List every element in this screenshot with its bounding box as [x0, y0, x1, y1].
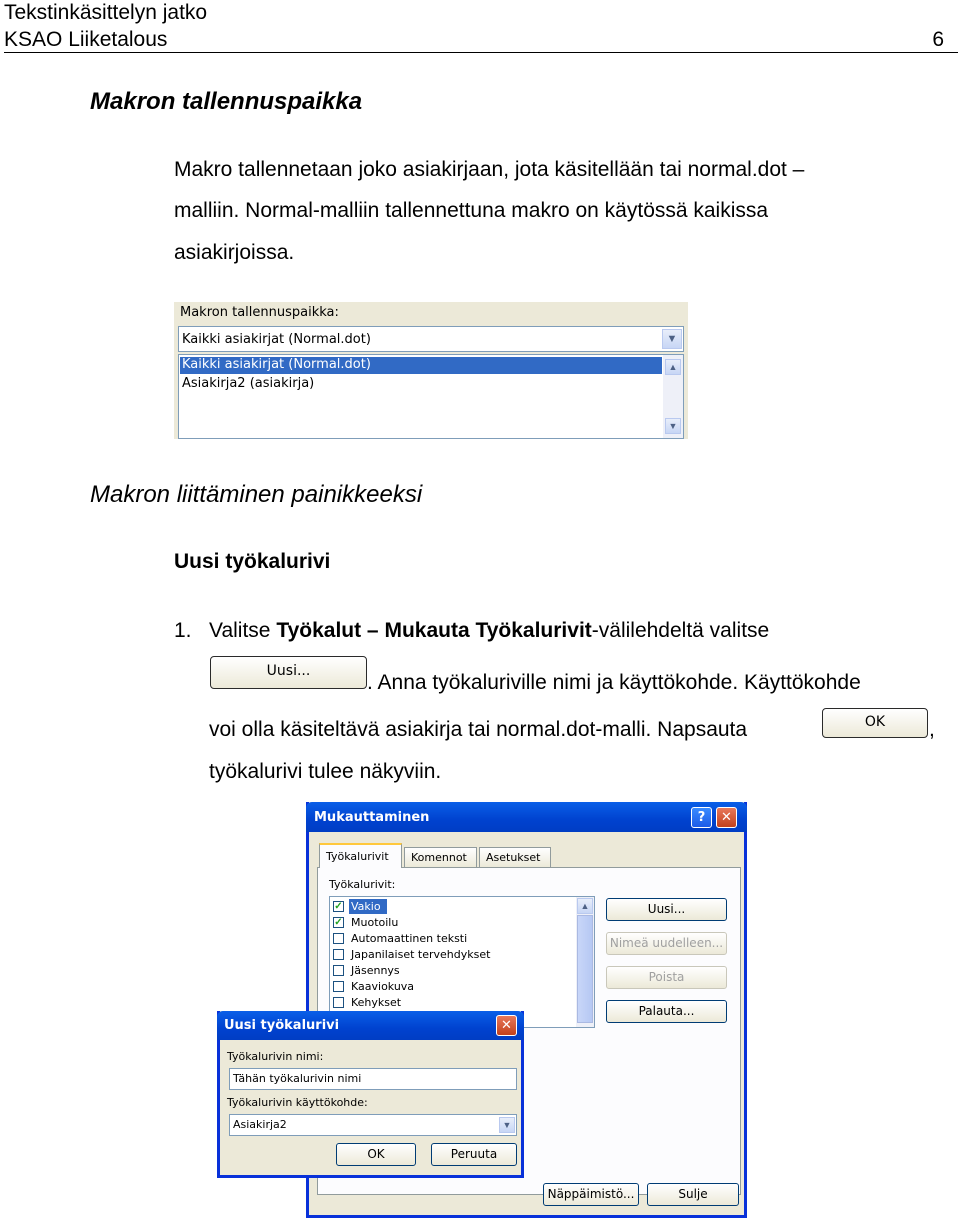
paragraph-line: malliin. Normal-malliin tallennettuna makro on käytössä kaikissa	[174, 199, 769, 222]
checkbox-kehykset[interactable]	[333, 997, 344, 1008]
toolbar-name-value: Tähän työkalurivin nimi	[233, 1072, 362, 1085]
scrollbar[interactable]	[576, 897, 594, 1027]
delete-button[interactable]: Poista	[606, 966, 727, 989]
section-heading-storage: Makron tallennuspaikka	[90, 88, 363, 115]
checkbox-column	[333, 900, 346, 1010]
chevron-down-icon[interactable]: ▼	[662, 329, 682, 349]
help-icon[interactable]: ?	[691, 807, 712, 828]
list-item[interactable]: Muotoilu	[351, 916, 399, 929]
tab-toolbars[interactable]	[319, 843, 402, 868]
toolbar-name-input[interactable]	[229, 1068, 517, 1090]
list-item[interactable]: Kehykset	[351, 996, 402, 1009]
keyboard-button[interactable]: Näppäimistö...	[543, 1183, 639, 1206]
paragraph-line: Makro tallennetaan joko asiakirjaan, jota käsitellään tai normal.dot –	[174, 158, 805, 181]
scrollbar[interactable]	[663, 355, 683, 438]
list-item[interactable]: Vakio	[351, 900, 381, 913]
step-line-4: työkalurivi tulee näkyviin.	[209, 760, 442, 783]
toolbar-target-value: Asiakirja2	[233, 1118, 287, 1131]
toolbar-name-label: Työkalurivin nimi:	[227, 1050, 324, 1063]
step-line-3: voi olla käsiteltävä asiakirja tai normal.dot-malli. Napsauta	[209, 718, 748, 741]
scroll-down-icon[interactable]: ▼	[665, 418, 681, 434]
close-icon[interactable]: ✕	[496, 1015, 517, 1036]
tab-commands[interactable]	[404, 847, 477, 868]
subheading-new-toolbar: Uusi työkalurivi	[174, 550, 331, 573]
toolbars-list[interactable]	[329, 896, 595, 1028]
tab-label: Työkalurivit	[326, 850, 389, 863]
cancel-button[interactable]: Peruuta	[431, 1143, 517, 1166]
checkbox-muotoilu[interactable]: ✓	[334, 917, 343, 928]
toolbar-target-label: Työkalurivin käyttökohde:	[227, 1096, 368, 1109]
customize-dialog-title: Mukauttaminen	[314, 810, 430, 825]
step-line-3-end: ,	[929, 718, 935, 741]
reset-button[interactable]: Palauta...	[606, 1000, 727, 1023]
page-number: 6	[932, 28, 944, 51]
list-item[interactable]: Kaikki asiakirjat (Normal.dot)	[182, 357, 371, 372]
doc-header-subtitle: KSAO Liiketalous	[4, 28, 168, 51]
toolbars-list-label: Työkalurivit:	[329, 878, 396, 891]
doc-header-title: Tekstinkäsittelyn jatko	[4, 1, 208, 24]
close-dialog-button[interactable]: Sulje	[647, 1183, 739, 1206]
checkbox-automaattinen-teksti[interactable]	[333, 933, 344, 944]
list-item[interactable]: Japanilaiset tervehdykset	[351, 948, 491, 961]
close-icon[interactable]: ✕	[716, 807, 737, 828]
menu-path: Työkalut – Mukauta Työkalurivit	[276, 619, 592, 642]
tab-options[interactable]	[479, 847, 551, 868]
scroll-up-icon[interactable]: ▲	[665, 359, 681, 375]
tab-label: Asetukset	[486, 851, 541, 864]
section-heading-button: Makron liittäminen painikkeeksi	[90, 481, 423, 508]
checkbox-kaaviokuva[interactable]	[333, 981, 344, 992]
scrollbar-thumb[interactable]	[577, 915, 593, 1023]
new-toolbar-button[interactable]: Uusi...	[606, 898, 727, 921]
inline-new-button[interactable]: Uusi...	[210, 656, 367, 689]
list-item[interactable]: Automaattinen teksti	[351, 932, 468, 945]
ok-button[interactable]: OK	[336, 1143, 416, 1166]
header-divider	[4, 52, 958, 53]
rename-button[interactable]: Nimeä uudelleen...	[606, 932, 727, 955]
storage-location-select[interactable]	[178, 326, 684, 352]
list-item[interactable]: Kaaviokuva	[351, 980, 415, 993]
list-item[interactable]: Jäsennys	[351, 964, 400, 977]
checkbox-vakio[interactable]: ✓	[334, 901, 343, 912]
customize-dialog-titlebar	[306, 802, 747, 832]
step-line-1	[209, 619, 769, 643]
checkbox-jasennys[interactable]	[333, 965, 344, 976]
scroll-up-icon[interactable]: ▲	[577, 898, 593, 914]
storage-location-value: Kaikki asiakirjat (Normal.dot)	[182, 332, 371, 347]
step-number: 1.	[174, 619, 192, 642]
paragraph-line: asiakirjoissa.	[174, 241, 295, 264]
storage-location-list[interactable]	[178, 354, 684, 439]
checkbox-japanilaiset[interactable]	[333, 949, 344, 960]
step-text: Valitse	[209, 619, 277, 642]
storage-location-label: Makron tallennuspaikka:	[180, 305, 339, 320]
list-item[interactable]: Asiakirja2 (asiakirja)	[182, 376, 315, 391]
new-toolbar-dialog-title: Uusi työkalurivi	[224, 1018, 340, 1033]
new-toolbar-dialog	[217, 1011, 524, 1178]
storage-location-screenshot	[174, 302, 688, 439]
step-line-2: . Anna työkaluriville nimi ja käyttökohde. Käyttökohde	[367, 671, 861, 694]
toolbar-target-select[interactable]	[229, 1114, 517, 1136]
chevron-down-icon[interactable]: ▼	[499, 1117, 515, 1133]
inline-ok-button[interactable]: OK	[822, 708, 928, 738]
step-text: -välilehdeltä valitse	[591, 619, 770, 642]
new-toolbar-dialog-titlebar	[217, 1011, 524, 1040]
tab-label: Komennot	[411, 851, 467, 864]
